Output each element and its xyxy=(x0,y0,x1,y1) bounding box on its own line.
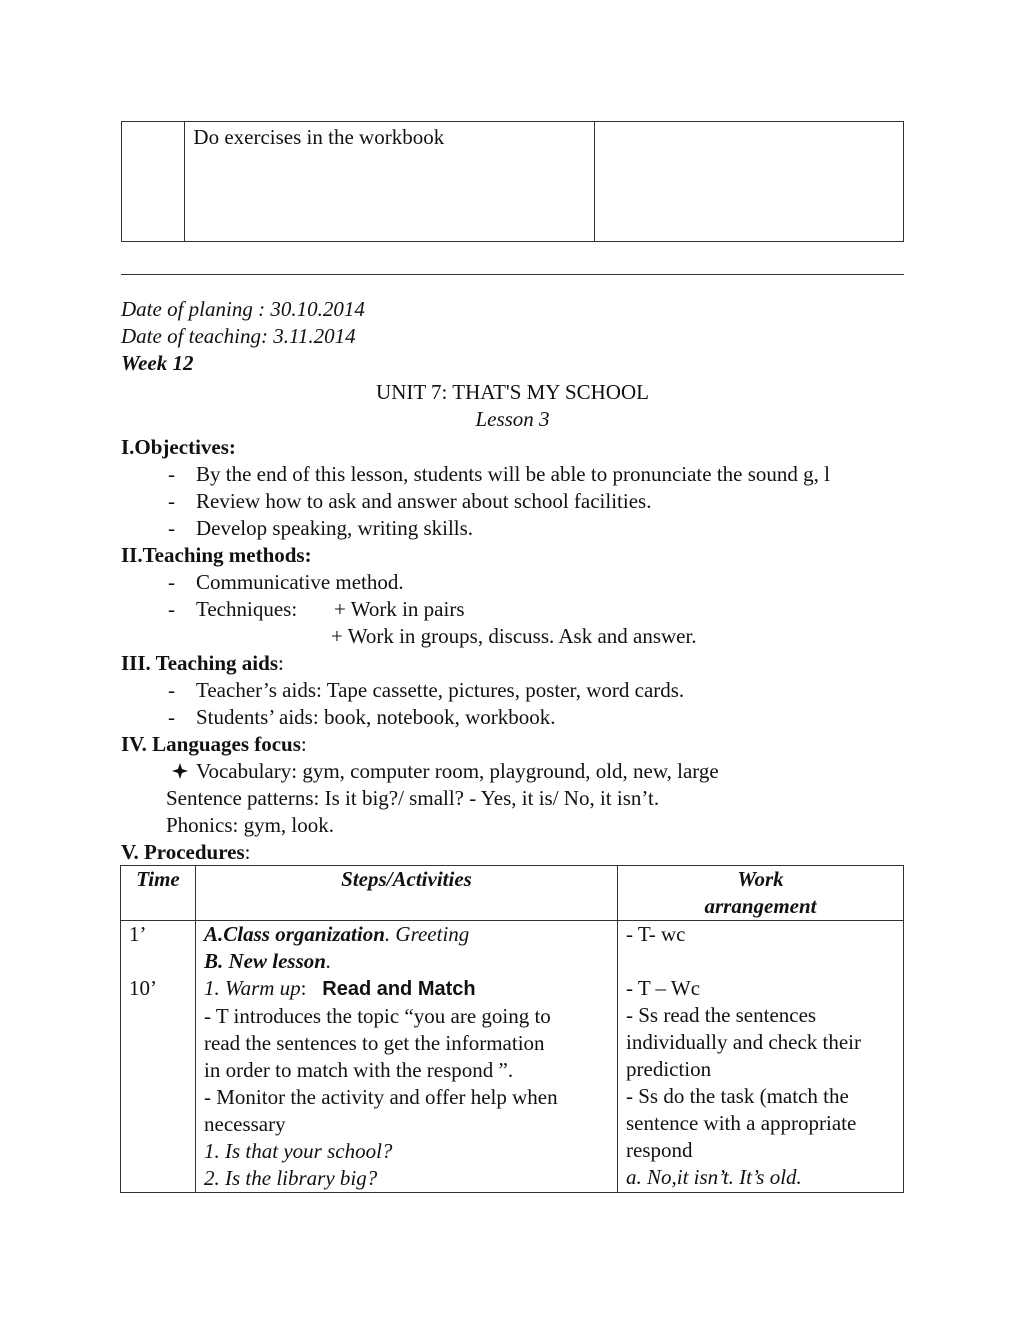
objective-item: By the end of this lesson, students will be able to pronunciate the sound g, l xyxy=(196,462,830,486)
time-cell xyxy=(121,921,196,1193)
procedures-heading-line xyxy=(121,839,251,866)
work-text: sentence with a appropriate xyxy=(626,1111,857,1135)
week-label: Week 12 xyxy=(121,351,194,375)
work-text xyxy=(626,948,895,975)
header-work-line1: Work xyxy=(737,867,784,891)
step-text: read the sentences to get the information xyxy=(204,1031,545,1055)
technique-pairs: + Work in pairs xyxy=(334,597,465,621)
activity-cell: Do exercises in the workbook xyxy=(185,122,594,242)
procedures-colon: : xyxy=(244,840,251,864)
section-divider xyxy=(121,274,904,275)
date-of-teaching: Date of teaching: 3.11.2014 xyxy=(121,324,356,348)
time-cell xyxy=(122,122,185,242)
work-text: - T- wc xyxy=(626,922,686,946)
homework-table xyxy=(121,121,904,242)
phonics-line: Phonics: gym, look. xyxy=(166,813,335,837)
table-row xyxy=(122,122,904,242)
bullet-dash: - xyxy=(168,570,175,594)
step-text: - T introduces the topic “you are going to xyxy=(204,1004,551,1028)
arrangement-cell xyxy=(594,122,903,242)
time-value: 1’ xyxy=(129,922,147,946)
lesson-title: Lesson 3 xyxy=(475,407,550,431)
greeting-text: . Greeting xyxy=(384,922,470,946)
work-text: - Ss do the task (match the xyxy=(626,1084,849,1108)
method-item: Communicative method. xyxy=(196,570,404,594)
bullet-dash: - xyxy=(168,705,175,729)
question-1: 1. Is that your school? xyxy=(204,1139,393,1163)
table-header-row xyxy=(121,866,904,921)
table-row xyxy=(121,921,904,1193)
techniques-label: Techniques: xyxy=(196,597,298,621)
header-work xyxy=(618,866,904,921)
warm-up-label: 1. Warm up xyxy=(204,976,301,1000)
header-steps: Steps/Activities xyxy=(196,866,618,921)
vocabulary-line: Vocabulary: gym, computer room, playground, old, new, large xyxy=(196,759,719,783)
header-time: Time xyxy=(121,866,196,921)
class-organization-label: A.Class organization xyxy=(204,922,385,946)
step-text: - Monitor the activity and offer help when xyxy=(204,1085,558,1109)
step-text: in order to match with the respond ”. xyxy=(204,1058,514,1082)
bullet-dash: - xyxy=(168,516,175,540)
technique-groups: + Work in groups, discuss. Ask and answer. xyxy=(331,624,697,648)
focus-colon: : xyxy=(300,732,307,756)
work-text: - T – Wc xyxy=(626,976,701,1000)
new-lesson-period: . xyxy=(325,949,332,973)
objective-item: Review how to ask and answer about school facilities. xyxy=(196,489,652,513)
date-of-planning: Date of planing : 30.10.2014 xyxy=(121,297,365,321)
aids-heading: III. Teaching aids xyxy=(121,651,278,675)
answer-a: a. No,it isn’t. It’s old. xyxy=(626,1165,802,1189)
focus-heading: IV. Languages focus xyxy=(121,732,301,756)
question-2: 2. Is the library big? xyxy=(204,1166,378,1190)
new-lesson-line xyxy=(204,948,609,975)
aid-item: Teacher’s aids: Tape cassette, pictures, poster, word cards. xyxy=(196,678,685,702)
bullet-dash: - xyxy=(168,462,175,486)
diamond-bullet-icon xyxy=(172,758,188,785)
procedures-table xyxy=(120,865,904,1193)
objective-item: Develop speaking, writing skills. xyxy=(196,516,474,540)
objectives-heading: I.Objectives: xyxy=(121,435,236,459)
aids-heading-line xyxy=(121,650,284,677)
new-lesson-label: B. New lesson xyxy=(204,949,326,973)
read-and-match-label: Read and Match xyxy=(322,978,476,1000)
time-value: 10’ xyxy=(129,976,157,1000)
work-text: individually and check their xyxy=(626,1030,862,1054)
work-text: respond xyxy=(626,1138,693,1162)
time-value xyxy=(129,948,187,975)
step-text: necessary xyxy=(204,1112,286,1136)
sentence-patterns-line: Sentence patterns: Is it big?/ small? - Yes, it is/ No, it isn’t. xyxy=(166,786,660,810)
warm-up-colon: : xyxy=(300,976,323,1000)
procedures-heading: V. Procedures xyxy=(121,840,245,864)
methods-heading: II.Teaching methods: xyxy=(121,543,312,567)
bullet-dash: - xyxy=(168,489,175,513)
work-text: prediction xyxy=(626,1057,712,1081)
aid-item: Students’ aids: book, notebook, workbook. xyxy=(196,705,556,729)
unit-title: UNIT 7: THAT'S MY SCHOOL xyxy=(376,380,649,404)
work-cell xyxy=(618,921,904,1193)
focus-heading-line xyxy=(121,731,307,758)
work-text: - Ss read the sentences xyxy=(626,1003,817,1027)
class-organization-line xyxy=(204,921,609,948)
bullet-dash: - xyxy=(168,678,175,702)
warm-up-line xyxy=(204,975,609,1003)
bullet-dash: - xyxy=(168,597,175,621)
steps-cell xyxy=(196,921,618,1193)
header-work-line2: arrangement xyxy=(704,894,817,918)
aids-colon: : xyxy=(278,651,284,675)
